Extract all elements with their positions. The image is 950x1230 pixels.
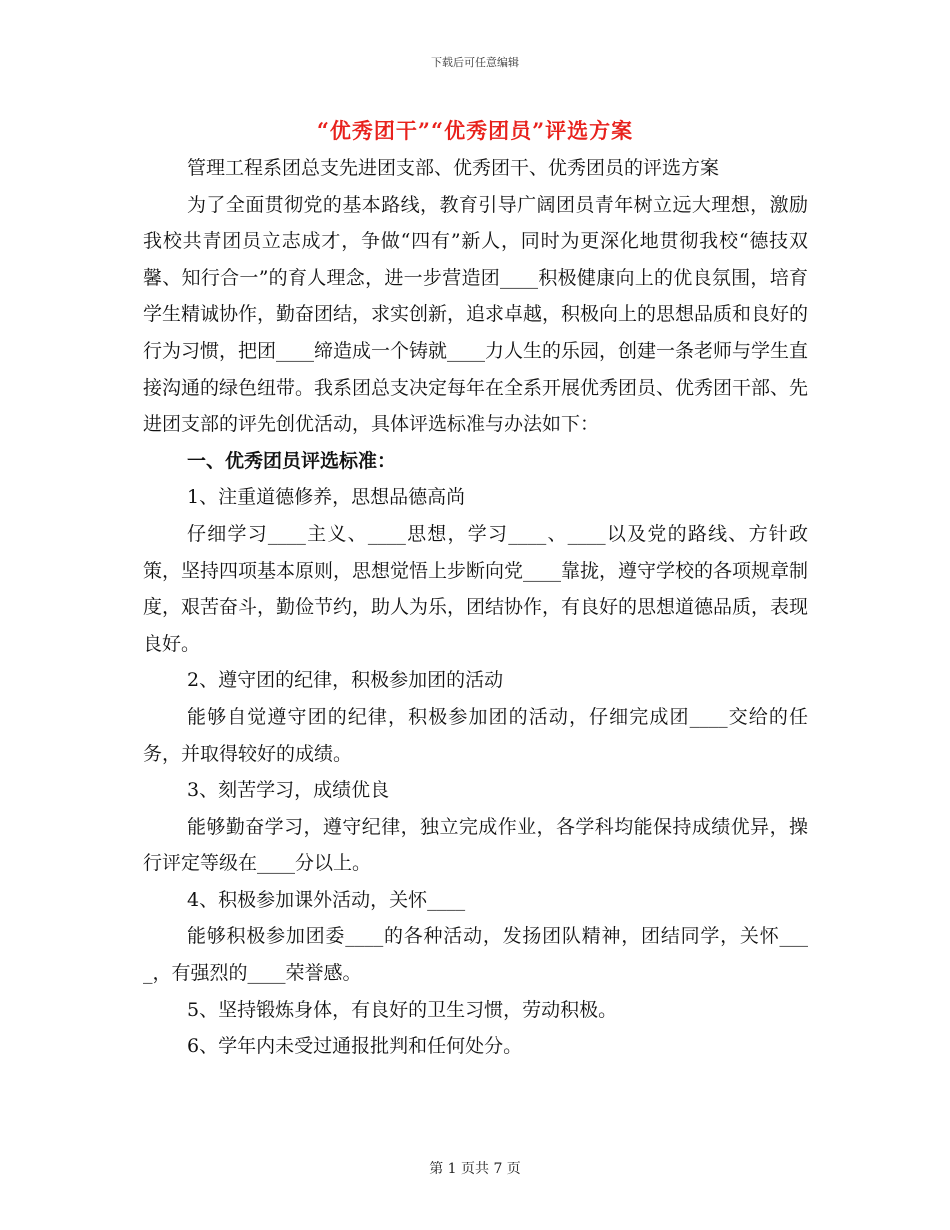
criterion-heading-4: 4、积极参加课外活动，关怀____ (187, 888, 466, 911)
subtitle-paragraph: 管理工程系团总支先进团支部、优秀团干、优秀团员的评选方案 (187, 157, 720, 179)
section-heading: 一、优秀团员评选标准： (187, 449, 397, 472)
criterion-body-3: 能够勤奋学习，遵守纪律，独立完成作业，各学科均能保持成绩优异，操行评定等级在____分以上。 (143, 815, 808, 875)
criterion-body-4: 能够积极参加团委____的各种活动，发扬团队精神，团结同学，关怀____，有强烈的____荣誉感。 (143, 925, 808, 985)
criterion-heading-1: 1、注重道德修养，思想品德高尚 (187, 486, 466, 509)
document-body (143, 150, 808, 1065)
page-header: 下载后可任意编辑 (431, 56, 519, 69)
intro-paragraph: 为了全面贯彻党的基本路线，教育引导广阔团员青年树立远大理想，激励我校共青团员立志成才，争做“四有”新人，同时为更深化地贯彻我校“德技双馨、知行合一”的育人理念，进一步营造团____积极健康向上的优良氛围，培育学生精诚协作，勤奋团结，求实创新，追求卓越，积极向上的思想品质和良好的行为习惯，把团____缔造成一个铸就____力人生的乐园，创建一条老师与学生直接沟通的绿色纽带。我系团总支决定每年在全系开展优秀团员、优秀团干部、先进团支部的评先创优活动，具体评选标准与办法如下： (143, 193, 809, 436)
document-title: “优秀团干”“优秀团员”评选方案 (316, 118, 634, 143)
criterion-heading-3: 3、刻苦学习，成绩优良 (187, 779, 390, 802)
criterion-heading-2: 2、遵守团的纪律，积极参加团的活动 (187, 669, 504, 692)
page-number: 第 1 页共 7 页 (429, 1161, 521, 1177)
criterion-body-2: 能够自觉遵守团的纪律，积极参加团的活动，仔细完成团____交给的任务，并取得较好的成绩。 (143, 705, 808, 765)
criterion-body-1: 仔细学习____主义、____思想，学习____、____以及党的路线、方针政策，坚持四项基本原则，思想觉悟上步断向党____靠拢，遵守学校的各项规章制度，艰苦奋斗，勤俭节约，助人为乐，团结协作，有良好的思想道德品质，表现良好。 (143, 522, 809, 655)
criterion-heading-6: 6、学年内未受过通报批判和任何处分。 (187, 1035, 523, 1058)
criterion-heading-5: 5、坚持锻炼身体，有良好的卫生习惯，劳动积极。 (187, 998, 618, 1021)
